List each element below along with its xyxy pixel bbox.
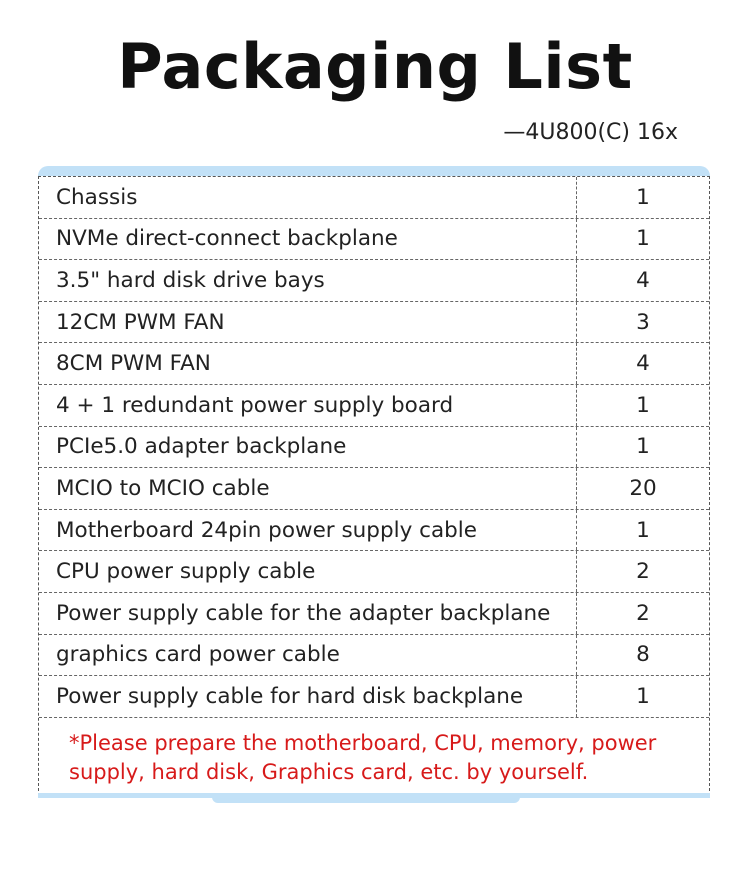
item-name: Power supply cable for the adapter backplane bbox=[39, 593, 577, 634]
model-subtitle: —4U800(C) 16x bbox=[503, 120, 678, 145]
item-quantity: 1 bbox=[636, 392, 650, 418]
item-name: 12CM PWM FAN bbox=[39, 302, 577, 343]
table-row bbox=[39, 302, 709, 344]
table-rows bbox=[39, 177, 709, 718]
item-quantity: 20 bbox=[629, 475, 657, 501]
item-quantity: 2 bbox=[636, 559, 650, 585]
item-name: PCIe5.0 adapter backplane bbox=[39, 427, 577, 468]
table-top-accent bbox=[38, 166, 710, 176]
item-name: 4 + 1 redundant power supply board bbox=[39, 385, 577, 426]
item-name: 3.5" hard disk drive bays bbox=[39, 260, 577, 301]
item-name: 8CM PWM FAN bbox=[39, 343, 577, 384]
item-quantity: 1 bbox=[636, 184, 650, 210]
item-quantity: 8 bbox=[636, 642, 650, 668]
item-quantity: 4 bbox=[636, 267, 650, 293]
table-row bbox=[39, 219, 709, 261]
table-row bbox=[39, 343, 709, 385]
notice-text: *Please prepare the motherboard, CPU, memory, power supply, hard disk, Graphics card, etc. by yourself. bbox=[69, 730, 657, 784]
item-name: Power supply cable for hard disk backplane bbox=[39, 676, 577, 717]
table-row bbox=[39, 468, 709, 510]
table-row bbox=[39, 510, 709, 552]
item-name: graphics card power cable bbox=[39, 635, 577, 676]
table-row bbox=[39, 177, 709, 219]
table-row bbox=[39, 385, 709, 427]
item-quantity: 1 bbox=[636, 683, 650, 709]
item-name: NVMe direct-connect backplane bbox=[39, 219, 577, 260]
item-name: Motherboard 24pin power supply cable bbox=[39, 510, 577, 551]
item-quantity: 1 bbox=[636, 226, 650, 252]
table-row bbox=[39, 260, 709, 302]
page-title: Packaging List bbox=[117, 30, 633, 103]
item-quantity: 1 bbox=[636, 434, 650, 460]
table-row bbox=[39, 551, 709, 593]
item-name: CPU power supply cable bbox=[39, 551, 577, 592]
packaging-table bbox=[38, 176, 710, 796]
item-quantity: 1 bbox=[636, 517, 650, 543]
item-name: Chassis bbox=[39, 177, 577, 218]
table-row bbox=[39, 593, 709, 635]
item-quantity: 2 bbox=[636, 600, 650, 626]
item-quantity: 3 bbox=[636, 309, 650, 335]
table-row bbox=[39, 635, 709, 677]
table-row bbox=[39, 427, 709, 469]
item-name: MCIO to MCIO cable bbox=[39, 468, 577, 509]
table-bottom-tab bbox=[212, 797, 520, 803]
table-row bbox=[39, 676, 709, 718]
item-quantity: 4 bbox=[636, 351, 650, 377]
